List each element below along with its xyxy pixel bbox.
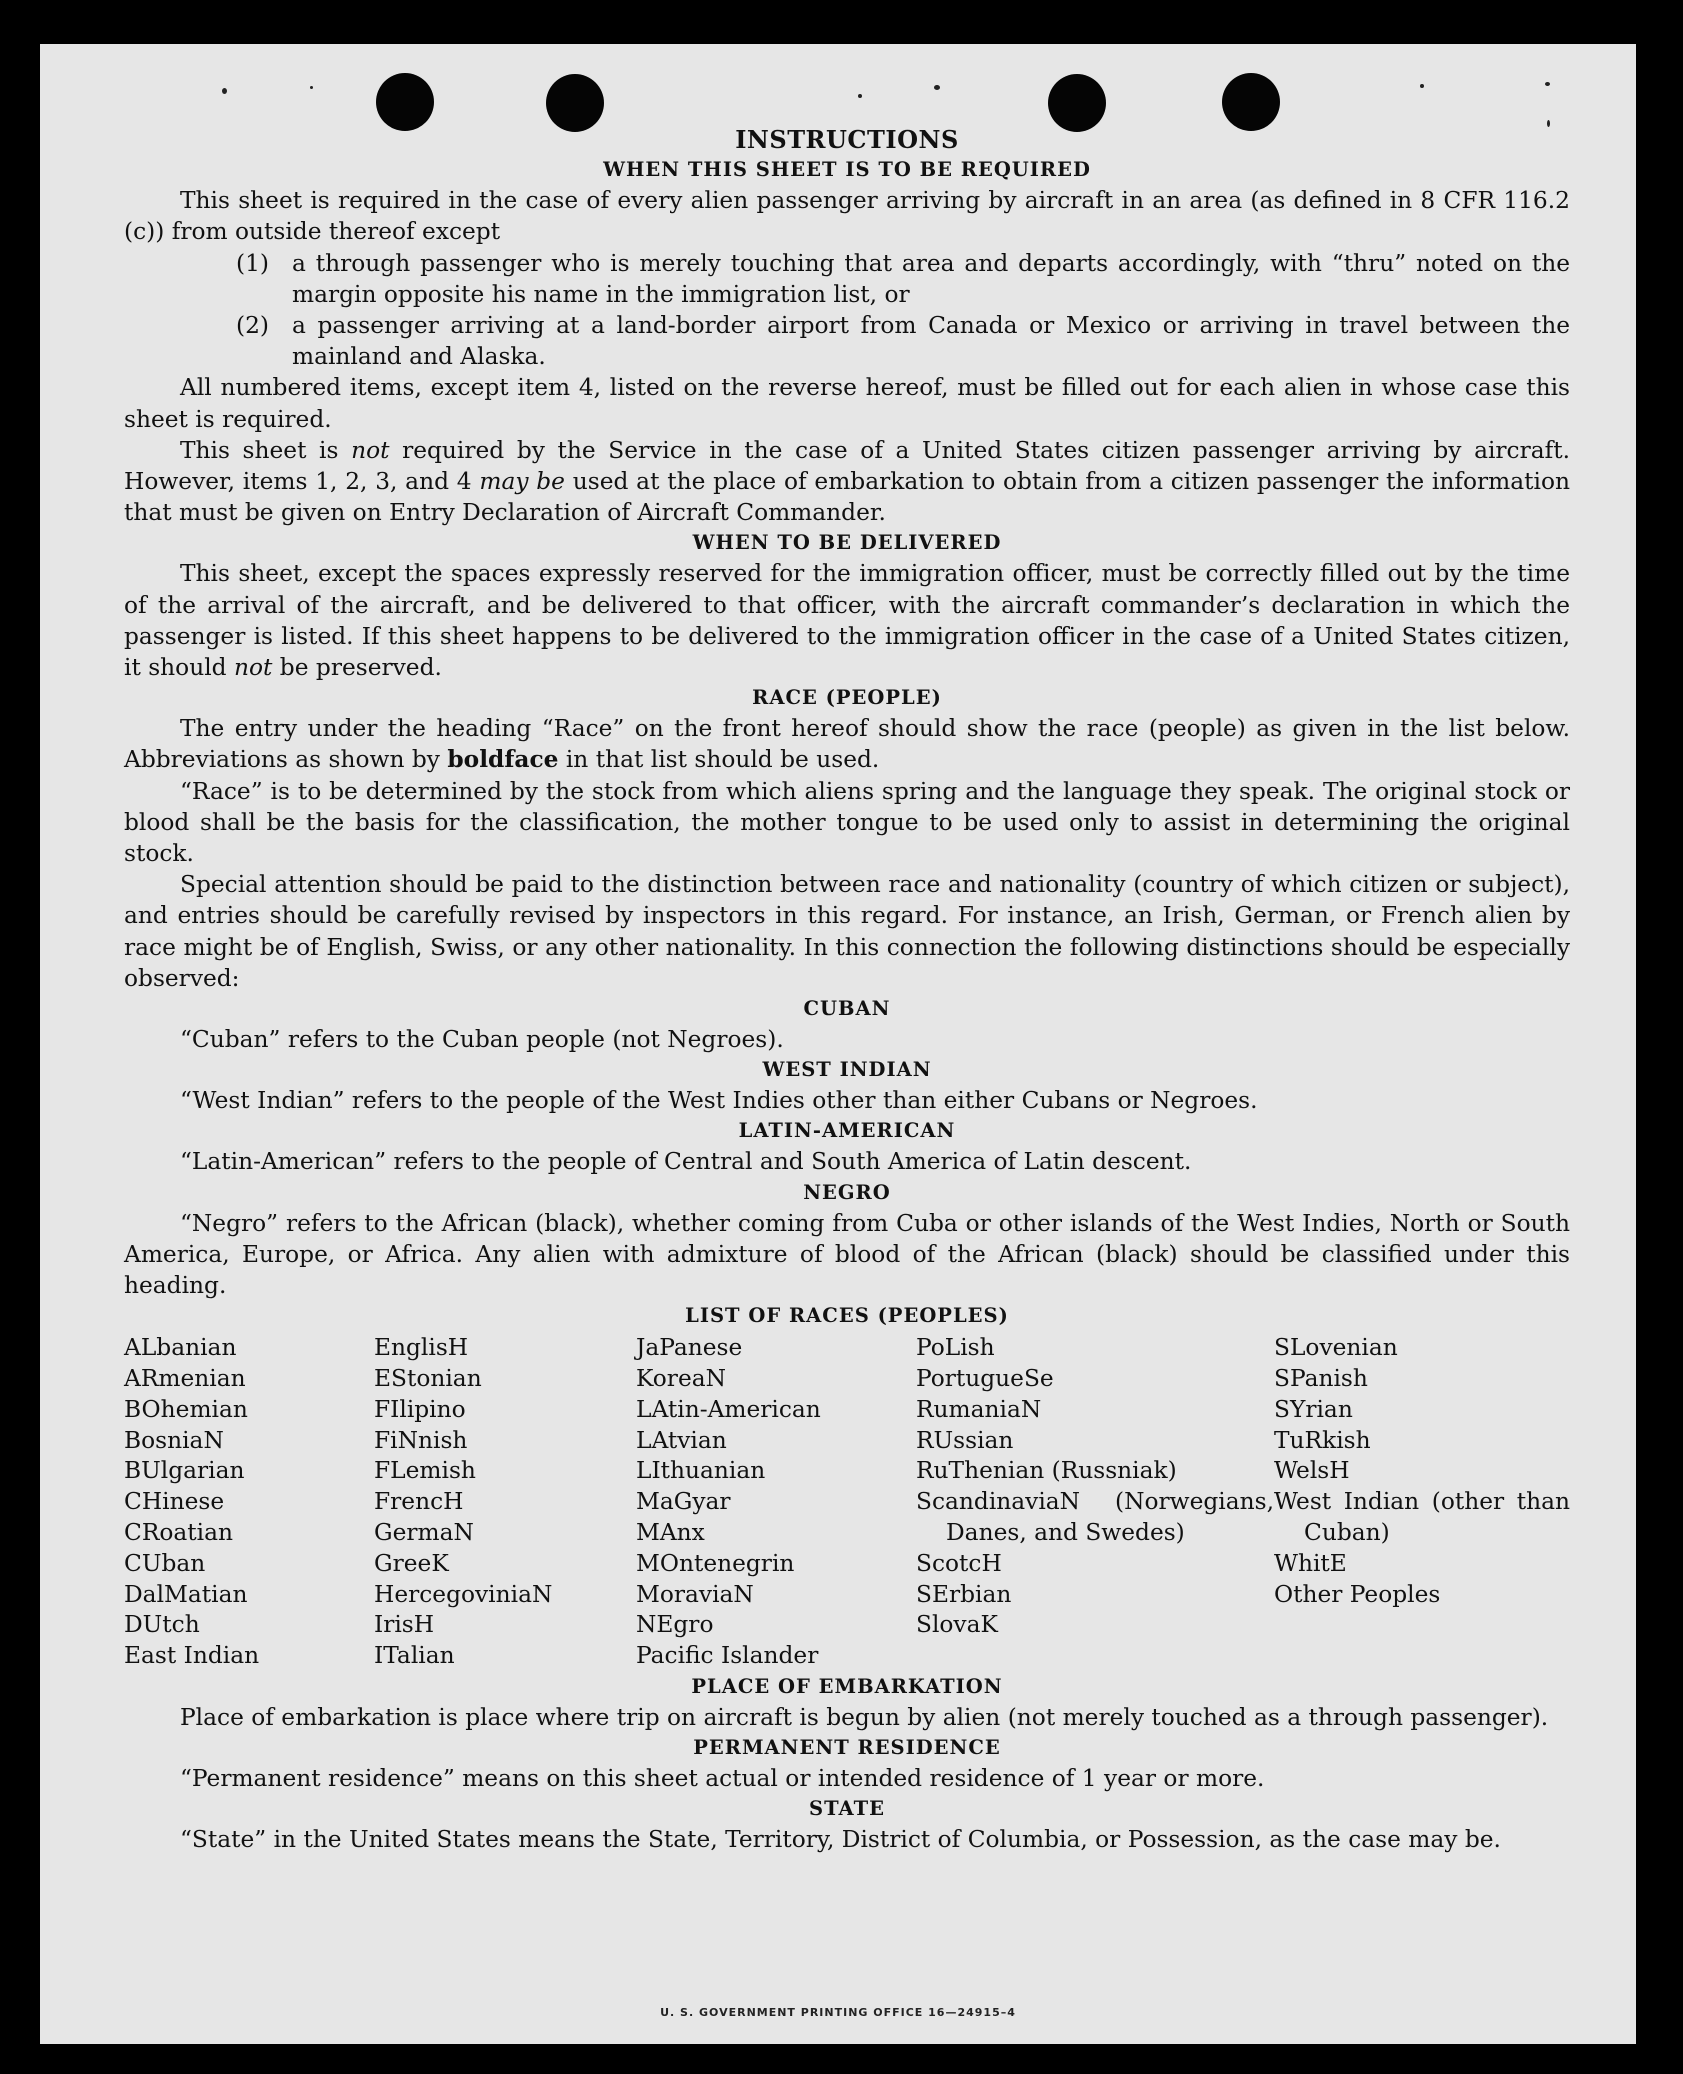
race-item: GreeK xyxy=(374,1549,449,1577)
section-heading: STATE xyxy=(809,1797,885,1821)
race-item: GermaN xyxy=(374,1519,474,1547)
race-item: JaPanese xyxy=(636,1334,743,1362)
race-item: LIthuanian xyxy=(636,1457,766,1485)
item-number: (1) xyxy=(236,249,270,277)
item-text: a through passenger who is merely touching that area and departs accordingly, with “thru” noted on the margin opposite his name in the immigration list, or xyxy=(292,249,1570,308)
race-column xyxy=(374,1333,636,1672)
race-item: Pacific Islander xyxy=(636,1642,819,1670)
race-item: CHinese xyxy=(124,1488,225,1516)
race-item: PoLish xyxy=(916,1334,995,1362)
punch-hole xyxy=(1222,73,1280,131)
paragraph: All numbered items, except item 4, listed on the reverse hereof, must be filled out for each alien in whose case this sheet is required. xyxy=(124,374,1570,433)
race-group xyxy=(1274,1549,1570,1611)
paragraph: Special attention should be paid to the distinction between race and nationality (country of which citizen or subject), and entries should be carefully revised by inspectors in this regard. For instance, an Irish, German, or French alien by race might be of English, Swiss, or any other nationality. In this connection the following distinctions should be especially observed: xyxy=(124,871,1570,992)
race-item: MoraviaN xyxy=(636,1580,754,1608)
section-heading: WEST INDIAN xyxy=(762,1058,932,1082)
race-item: ARmenian xyxy=(124,1365,246,1393)
race-item: ITalian xyxy=(374,1642,455,1670)
paragraph: “Permanent residence” means on this sheet actual or intended residence of 1 year or more. xyxy=(180,1765,1265,1793)
race-group xyxy=(916,1549,1274,1641)
race-item: LAtin-American xyxy=(636,1395,821,1423)
speck xyxy=(1420,84,1424,88)
punch-hole xyxy=(376,73,434,131)
text-run: The entry under the heading “Race” on the front hereof should show the race (people) as given in the list below. Abbreviations as shown by xyxy=(124,715,1570,774)
paragraph: “West Indian” refers to the people of the West Indies other than either Cubans or Negroes. xyxy=(180,1087,1258,1115)
section-heading: PERMANENT RESIDENCE xyxy=(693,1736,1001,1760)
race-item: MAnx xyxy=(636,1519,705,1547)
emphasis: may be xyxy=(479,468,565,496)
race-item: RuThenian (Russniak) xyxy=(916,1457,1177,1485)
race-item: CRoatian xyxy=(124,1519,233,1547)
text-run: This sheet, except the spaces expressly reserved for the immigration officer, must be correctly filled out by the time of the arrival of the aircraft, and be delivered to that officer, with the aircraft commander’s declaration in which the passenger is listed. If this sheet happens to be delivered to the immigration officer in the case of a United States citizen, it should xyxy=(124,560,1570,682)
race-item: FLemish xyxy=(374,1457,476,1485)
text-run: in that list should be used. xyxy=(558,746,880,774)
speck xyxy=(858,94,862,98)
speck xyxy=(222,88,227,94)
race-item: SPanish xyxy=(1274,1365,1368,1393)
text-run: required by the Service in the case of a United States citizen passenger arriving by aircraft. However, items 1, 2, 3, and 4 xyxy=(124,436,1571,496)
race-item: BOhemian xyxy=(124,1395,248,1423)
race-item: SLovenian xyxy=(1274,1334,1398,1362)
race-item: DalMatian xyxy=(124,1580,248,1608)
race-item: SYrian xyxy=(1274,1395,1353,1423)
document-page xyxy=(40,44,1636,2044)
race-item: NEgro xyxy=(636,1611,714,1639)
text-run: be preserved. xyxy=(272,654,442,682)
race-group xyxy=(916,1333,1274,1487)
race-item: WhitE xyxy=(1274,1549,1347,1577)
paragraph: “Negro” refers to the African (black), whether coming from Cuba or other islands of the West Indies, North or South America, Europe, or Africa. Any alien with admixture of blood of the African (black) should be classified under this heading. xyxy=(124,1209,1570,1300)
race-column xyxy=(124,1333,374,1672)
race-item: FIlipino xyxy=(374,1395,466,1423)
race-group xyxy=(1274,1333,1570,1487)
race-item: IrisH xyxy=(374,1611,435,1639)
text-run: This sheet is xyxy=(180,436,352,464)
race-item: SlovaK xyxy=(916,1611,998,1639)
speck xyxy=(310,86,313,89)
section-heading: WHEN THIS SHEET IS TO BE REQUIRED xyxy=(603,158,1091,182)
race-item: MOntenegrin xyxy=(636,1549,795,1577)
race-item: FrencH xyxy=(374,1488,464,1516)
speck xyxy=(934,85,940,90)
race-item: MaGyar xyxy=(636,1488,731,1516)
section-heading: LATIN-AMERICAN xyxy=(738,1119,956,1143)
section-heading: WHEN TO BE DELIVERED xyxy=(692,531,1002,555)
item-number: (2) xyxy=(236,312,270,340)
race-item: EStonian xyxy=(374,1365,482,1393)
section-heading: PLACE OF EMBARKATION xyxy=(691,1675,1003,1699)
race-item: SErbian xyxy=(916,1580,1012,1608)
race-item: TuRkish xyxy=(1274,1426,1371,1454)
race-item: HercegoviniaN xyxy=(374,1580,553,1608)
section-heading: NEGRO xyxy=(803,1180,891,1204)
list-item xyxy=(124,248,1570,310)
race-item: PortugueSe xyxy=(916,1365,1054,1393)
race-item: ScandinaviaN (Norwegians, Danes, and Swedes) xyxy=(916,1488,1274,1547)
instructions-body xyxy=(124,124,1570,1856)
paragraph: This sheet is required in the case of every alien passenger arriving by aircraft in an area (as defined in 8 CFR 116.2 (c)) from outside thereof except xyxy=(124,187,1570,246)
text-run: used at the place of embarkation to obtain from a citizen passenger the information that must be given on Entry Declaration of Aircraft Commander. xyxy=(124,468,1570,527)
list-item xyxy=(124,310,1570,372)
race-item: EnglisH xyxy=(374,1334,469,1362)
race-item: BUlgarian xyxy=(124,1457,245,1485)
race-list xyxy=(124,1333,1570,1672)
paragraph xyxy=(124,713,1570,775)
paragraph: “State” in the United States means the State, Territory, District of Columbia, or Possession, as the case may be. xyxy=(180,1826,1501,1854)
race-item: ALbanian xyxy=(124,1334,237,1362)
paragraph: “Cuban” refers to the Cuban people (not Negroes). xyxy=(180,1026,784,1054)
printer-imprint: U. S. GOVERNMENT PRINTING OFFICE 16—24915–4 xyxy=(660,2006,1016,2019)
race-item: West Indian (other than Cuban) xyxy=(1274,1488,1570,1547)
race-item: DUtch xyxy=(124,1611,200,1639)
page-title: INSTRUCTIONS xyxy=(735,125,959,154)
race-item: ScotcH xyxy=(916,1549,1002,1577)
item-text: a passenger arriving at a land-border airport from Canada or Mexico or arriving in travel between the mainland and Alaska. xyxy=(292,312,1570,371)
paragraph: Place of embarkation is place where trip on aircraft is begun by alien (not merely touched as a through passenger). xyxy=(180,1704,1549,1732)
race-item: Other Peoples xyxy=(1274,1580,1441,1608)
race-item: WelsH xyxy=(1274,1457,1350,1485)
race-column xyxy=(916,1333,1274,1672)
section-heading: RACE (PEOPLE) xyxy=(752,686,942,710)
race-column xyxy=(636,1333,916,1672)
race-item: KoreaN xyxy=(636,1365,727,1393)
race-item: RUssian xyxy=(916,1426,1014,1454)
emphasis: not xyxy=(233,654,273,682)
race-item: CUban xyxy=(124,1549,206,1577)
race-item: BosniaN xyxy=(124,1426,224,1454)
race-item: FiNnish xyxy=(374,1426,468,1454)
race-item: RumaniaN xyxy=(916,1395,1042,1423)
section-heading: CUBAN xyxy=(803,997,891,1021)
race-column xyxy=(1274,1333,1570,1672)
paragraph: “Latin-American” refers to the people of Central and South America of Latin descent. xyxy=(180,1148,1192,1176)
paragraph: “Race” is to be determined by the stock from which aliens spring and the language they speak. The original stock or blood shall be the basis for the classification, the mother tongue to be used only to assist in determining the original stock. xyxy=(124,777,1570,868)
emphasis: not xyxy=(351,436,390,464)
race-item: LAtvian xyxy=(636,1426,727,1454)
section-heading: LIST OF RACES (PEOPLES) xyxy=(685,1304,1009,1328)
bold-text: boldface xyxy=(447,746,559,774)
speck xyxy=(1545,82,1550,86)
paragraph xyxy=(124,435,1570,529)
paragraph xyxy=(124,558,1570,683)
race-item: East Indian xyxy=(124,1642,260,1670)
